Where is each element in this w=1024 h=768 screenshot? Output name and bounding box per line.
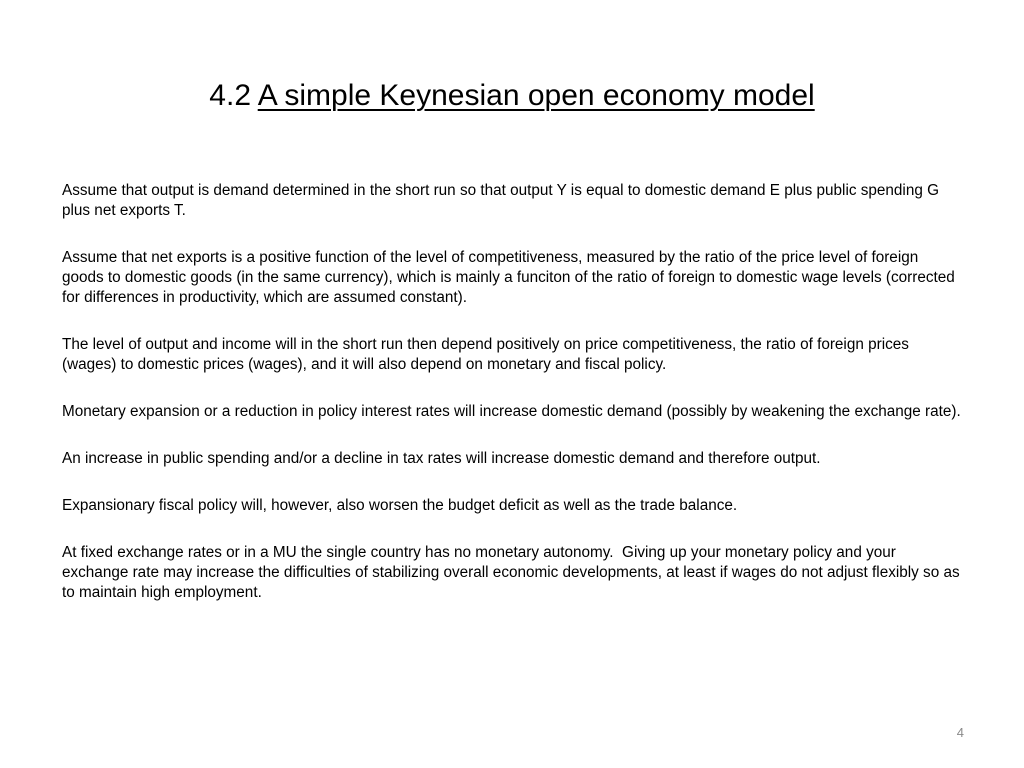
paragraph-fixed-exchange-rates: At fixed exchange rates or in a MU the single country has no monetary autonomy. Giving up your monetary policy and your exchange rate may increase the difficulties of stabilizing overall economic developments, at least if wages do not adjust flexibly so as to maintain high employment. (62, 544, 964, 601)
title-text: A simple Keynesian open economy model (257, 79, 815, 112)
paragraph-public-spending: An increase in public spending and/or a decline in tax rates will increase domestic demand and therefore output. (62, 450, 821, 467)
page-number: 4 (956, 725, 964, 740)
paragraph-monetary-expansion: Monetary expansion or a reduction in policy interest rates will increase domestic demand (possibly by weakening the exchange rate). (62, 403, 961, 420)
paragraph-net-exports: Assume that net exports is a positive function of the level of competitiveness, measured by the ratio of the price level of foreign goods to domestic goods (in the same currency), which is mainly a funciton of the ratio of foreign to domestic wage levels (corrected for differences in productivity, which are assumed constant). (62, 249, 955, 306)
paragraph-fiscal-policy: Expansionary fiscal policy will, however, also worsen the budget deficit as well as the trade balance. (62, 497, 738, 514)
paragraph-output-income: The level of output and income will in the short run then depend positively on price competitiveness, the ratio of foreign prices (wages) to domestic prices (wages), and it will also depend on monetary and fiscal policy. (62, 336, 909, 373)
title-number: 4.2 (209, 79, 252, 112)
paragraph-output-demand: Assume that output is demand determined in the short run so that output Y is equal to domestic demand E plus public spending G plus net exports T. (62, 182, 939, 219)
slide-body (62, 181, 962, 630)
slide-title (0, 74, 1024, 118)
